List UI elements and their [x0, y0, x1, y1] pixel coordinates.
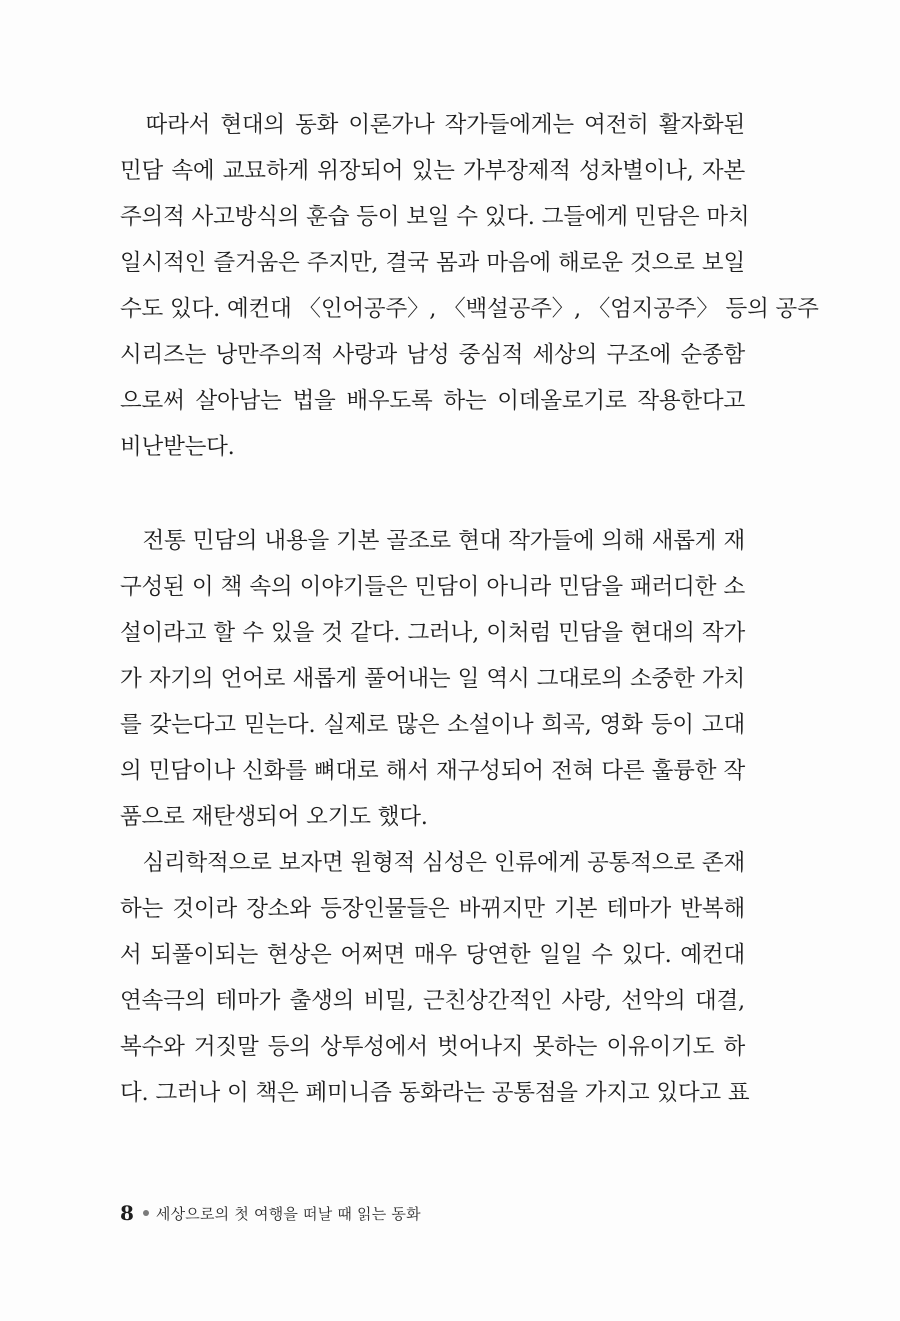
page-number: 8 [120, 1201, 134, 1225]
text-line-last: 비난받는다. [120, 434, 235, 460]
text-line: 수도 있다. 예컨대 〈인어공주〉, 〈백설공주〉, 〈엄지공주〉 등의 공주 [120, 296, 819, 322]
text-line: 시리즈는 낭만주의적 사랑과 남성 중심적 세상의 구조에 순종함 [120, 342, 745, 368]
text-line-last: 품으로 재탄생되어 오기도 했다. [120, 804, 428, 830]
running-title: 세상으로의 첫 여행을 떠날 때 읽는 동화 [155, 1204, 421, 1223]
text-line: 하는 것이라 장소와 등장인물들은 바뀌지만 기본 테마가 반복해 [120, 896, 745, 922]
text-line: 서 되풀이되는 현상은 어쩌면 매우 당연한 일일 수 있다. 예컨대 [120, 942, 745, 968]
text-line: 전통 민담의 내용을 기본 골조로 현대 작가들에 의해 새롭게 재 [120, 528, 745, 554]
text-line: 주의적 사고방식의 훈습 등이 보일 수 있다. 그들에게 민담은 마치 [120, 204, 750, 230]
text-line: 심리학적으로 보자면 원형적 심성은 인류에게 공통적으로 존재 [120, 850, 745, 876]
page-footer [120, 1198, 421, 1228]
text-line: 가 자기의 언어로 새롭게 풀어내는 일 역시 그대로의 소중한 가치 [120, 666, 745, 692]
text-line: 으로써 살아남는 법을 배우도록 하는 이데올로기로 작용한다고 [120, 388, 745, 414]
text-line: 일시적인 즐거움은 주지만, 결국 몸과 마음에 해로운 것으로 보일 [120, 250, 745, 276]
text-line: 민담 속에 교묘하게 위장되어 있는 가부장제적 성차별이나, 자본 [120, 158, 745, 184]
text-line: 구성된 이 책 속의 이야기들은 민담이 아니라 민담을 패러디한 소 [120, 574, 745, 600]
paragraph-2 [120, 518, 745, 840]
text-line: 다. 그러나 이 책은 페미니즘 동화라는 공통점을 가지고 있다고 표 [120, 1080, 750, 1106]
paragraph-1 [120, 102, 819, 470]
bullet-icon [143, 1210, 149, 1216]
text-line: 복수와 거짓말 등의 상투성에서 벗어나지 못하는 이유이기도 하 [120, 1034, 745, 1060]
text-line: 의 민담이나 신화를 뼈대로 해서 재구성되어 전혀 다른 훌륭한 작 [120, 758, 745, 784]
text-line: 를 갖는다고 믿는다. 실제로 많은 소설이나 희곡, 영화 등이 고대 [120, 712, 745, 738]
text-line: 연속극의 테마가 출생의 비밀, 근친상간적인 사랑, 선악의 대결, [120, 988, 745, 1014]
paragraph-3 [120, 840, 750, 1116]
text-line: 따라서 현대의 동화 이론가나 작가들에게는 여전히 활자화된 [120, 112, 745, 138]
text-line: 설이라고 할 수 있을 것 같다. 그러나, 이처럼 민담을 현대의 작가 [120, 620, 745, 646]
